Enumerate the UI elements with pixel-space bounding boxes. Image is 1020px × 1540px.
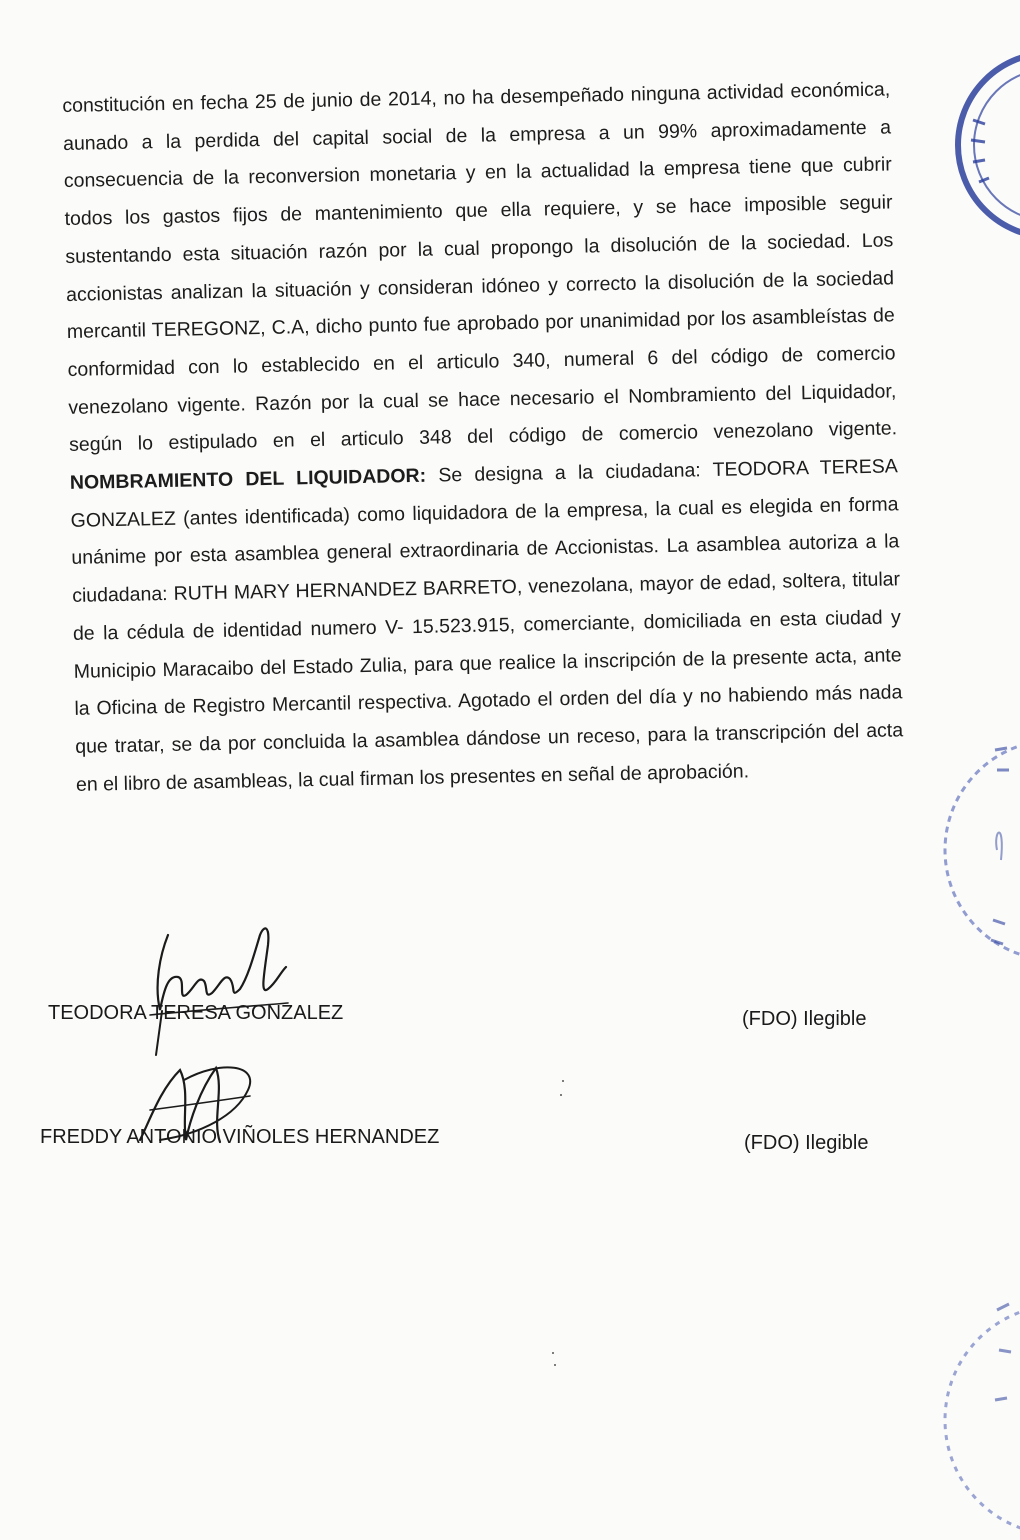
- scan-speck: [552, 1352, 554, 1354]
- official-stamp-top: [955, 40, 1020, 250]
- signature-note-2: (FDO) Ilegible: [744, 1132, 869, 1154]
- signature-note-1: (FDO) Ilegible: [742, 1008, 867, 1030]
- paragraph-part-1: constitución en fecha 25 de junio de 2014, no ha desempeñado ninguna actividad económica, aunado a la perdida del capital social de la empresa a un 99% aproximadamente a consecuencia de la reconversion monetaria y en la actualidad la empresa tiene que cubrir todos los gastos fijos de mantenimiento que ella requiere, y se hace imposible seguir sustentando esta situación razón por la cual propongo la disolución de la sociedad. Los accionistas analizan la situación y consideran idóneo y correcto la disolución de la sociedad mercantil TEREGONZ, C.A, dicho punto fue aprobado por unanimidad por los asambleístas de conformidad con lo establecido en el articulo 340, numeral 6 del código de comercio venezolano vigente. Razón por la cual se hace necesario el Nombramiento del Liquidador, según lo estipulado en el articulo 348 del código de comercio venezolano vigente.: [62, 78, 898, 457]
- liquidator-heading: NOMBRAMIENTO DEL LIQUIDADOR:: [69, 464, 427, 494]
- paragraph-part-2: Se designa a la ciudadana: TEODORA TERESA GONZALEZ (antes identificada) como liquidadora de la empresa, la cual es elegida en forma unánime por esta asamblea general extraordinaria de Accionistas. La asamblea autoriza a la ciudadana: RUTH MARY HERNANDEZ BARRETO, venezolana, mayor de edad, soltera, titular de la cédula de identidad numero V- 15.523.915, comerciante, domiciliada en esta ciudad y Municipio Maracaibo del Estado Zulia, para que realice la inscripción de la presente acta, ante la Oficina de Registro Mercantil respectiva. Agotado el orden del día y no habiendo más nada que tratar, se da por concluida la asamblea dándose un receso, para la transcripción del acta en el libro de asambleas, la cual firman los presentes en señal de aprobación.: [70, 455, 904, 796]
- body-paragraph: [62, 71, 904, 804]
- scan-speck: [562, 1080, 564, 1082]
- official-stamp-bottom: [935, 1290, 1020, 1540]
- scan-speck: [560, 1094, 562, 1096]
- official-stamp-middle: [935, 730, 1020, 970]
- signatory-name-1: TEODORA TERESA GONZALEZ: [48, 1002, 344, 1024]
- scan-speck: [554, 1364, 556, 1366]
- signature-teodora: [120, 915, 310, 1065]
- signatory-name-2: FREDDY ANTONIO VIÑOLES HERNANDEZ: [40, 1126, 440, 1148]
